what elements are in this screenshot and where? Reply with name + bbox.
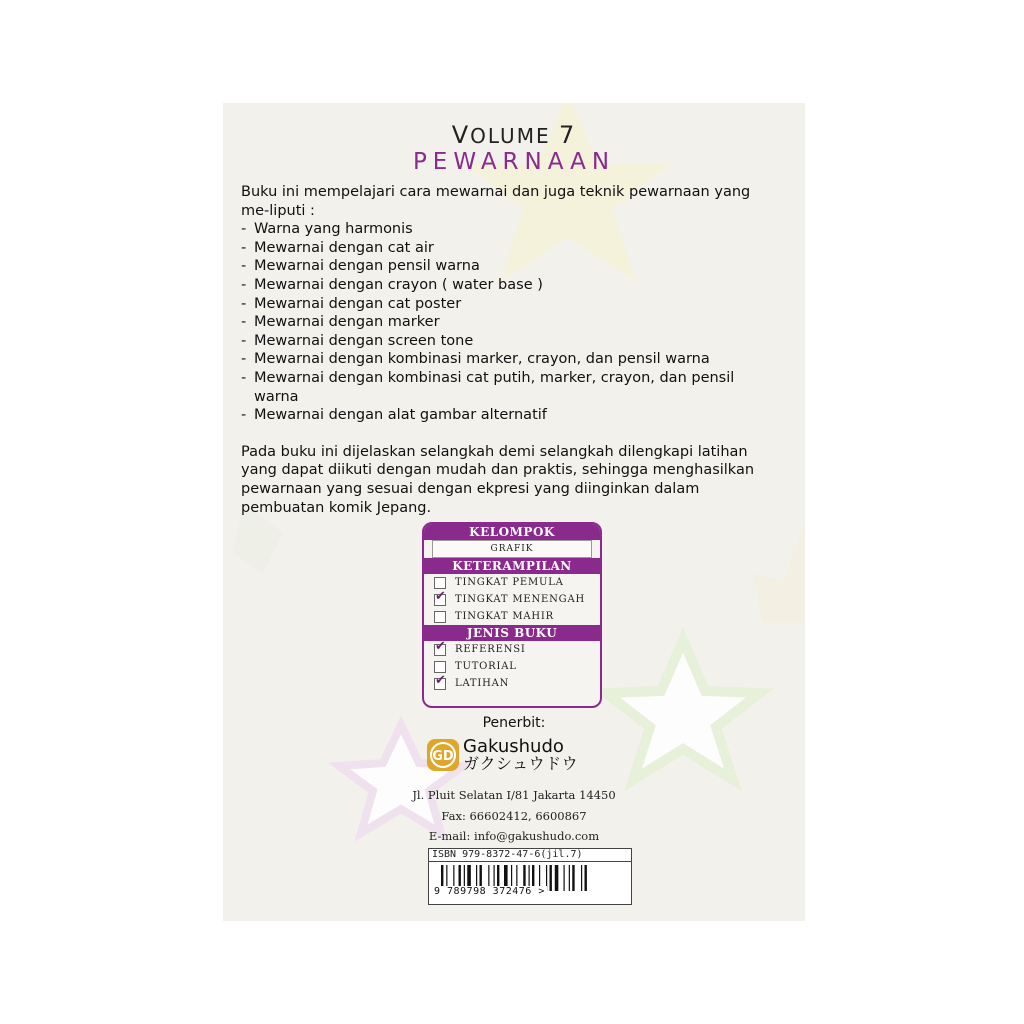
list-item: - Mewarnai dengan kombinasi marker, crayon, dan pensil warna bbox=[241, 350, 781, 369]
book-title: PEWARNAAN bbox=[412, 149, 616, 175]
kelompok-value: GRAFIK bbox=[432, 540, 592, 558]
summary-paragraph: Pada buku ini dijelaskan selangkah demi selangkah dilengkapi latihan yang dapat diikuti dengan mudah dan praktis, sehingga menghasilkan pewarnaan yang sesuai dengan ekpresi yang diinginkan dalam pembuatan komik Jepang. bbox=[241, 443, 755, 516]
barcode-bar bbox=[585, 865, 587, 891]
gakushudo-logo-icon bbox=[426, 738, 460, 772]
checklist-label: TINGKAT MAHIR bbox=[455, 611, 555, 622]
checklist-row bbox=[434, 574, 600, 591]
checklist-row bbox=[434, 658, 600, 675]
publisher-email: E-mail: info@gakushudo.com bbox=[428, 829, 600, 843]
checkbox-icon bbox=[434, 611, 446, 623]
publisher-kana: ガクシュウドウ bbox=[463, 754, 579, 773]
kelompok-header: KELOMPOK bbox=[424, 524, 600, 540]
jenis-buku-header: JENIS BUKU bbox=[424, 625, 600, 641]
checklist-row bbox=[434, 641, 600, 658]
checklist-label: LATIHAN bbox=[455, 678, 510, 689]
list-item: - Warna yang harmonis bbox=[241, 220, 781, 239]
list-item: - Mewarnai dengan alat gambar alternatif bbox=[241, 406, 781, 425]
checkbox-icon bbox=[434, 594, 446, 606]
checklist-label: TINGKAT MENENGAH bbox=[455, 594, 586, 605]
list-item: - Mewarnai dengan crayon ( water base ) bbox=[241, 276, 781, 295]
topic-list bbox=[241, 220, 781, 425]
checklist-row bbox=[434, 608, 600, 625]
checkbox-icon bbox=[434, 678, 446, 690]
barcode-bar bbox=[550, 865, 552, 891]
barcode-bar bbox=[555, 865, 559, 891]
checklist-row bbox=[434, 675, 600, 692]
publisher-label: Penerbit: bbox=[482, 715, 546, 731]
checklist-label: TUTORIAL bbox=[455, 661, 517, 672]
barcode-bar bbox=[572, 865, 574, 891]
publisher-logo bbox=[426, 738, 578, 772]
svg-text:GD: GD bbox=[432, 749, 454, 764]
publisher-address: Jl. Pluit Selatan I/81 Jakarta 14450 bbox=[412, 788, 616, 802]
book-back-cover bbox=[223, 103, 805, 921]
barcode bbox=[428, 848, 632, 905]
list-item: - Mewarnai dengan pensil warna bbox=[241, 257, 781, 276]
publisher-name: Gakushudo bbox=[463, 736, 564, 757]
keterampilan-header: KETERAMPILAN bbox=[424, 558, 600, 574]
barcode-number: 9 789798 372476 > bbox=[434, 886, 545, 897]
checklist-label: REFERENSI bbox=[455, 644, 526, 655]
barcode-bar bbox=[564, 865, 565, 891]
list-item: - Mewarnai dengan cat air bbox=[241, 239, 781, 258]
checkbox-icon bbox=[434, 644, 446, 656]
barcode-bar bbox=[569, 865, 570, 891]
barcode-bar bbox=[581, 865, 582, 891]
checkbox-icon bbox=[434, 577, 446, 589]
checklist-row bbox=[434, 591, 600, 608]
publisher-fax: Fax: 66602412, 6600867 bbox=[441, 809, 587, 823]
volume-heading: VOLUME 7 bbox=[451, 121, 577, 149]
classification-box bbox=[422, 522, 602, 708]
list-item: - Mewarnai dengan marker bbox=[241, 313, 781, 332]
checkbox-icon bbox=[434, 661, 446, 673]
list-item: - Mewarnai dengan screen tone bbox=[241, 332, 781, 351]
isbn-text: ISBN 979-8372-47-6(jil.7) bbox=[429, 849, 631, 862]
intro-text: Buku ini mempelajari cara mewarnai dan juga teknik pewarnaan yang me-liputi : bbox=[241, 184, 751, 219]
list-item: - Mewarnai dengan cat poster bbox=[241, 295, 781, 314]
list-item: - Mewarnai dengan kombinasi cat putih, marker, crayon, dan pensil warna bbox=[241, 369, 781, 406]
description bbox=[241, 183, 781, 517]
checklist-label: TINGKAT PEMULA bbox=[455, 577, 564, 588]
